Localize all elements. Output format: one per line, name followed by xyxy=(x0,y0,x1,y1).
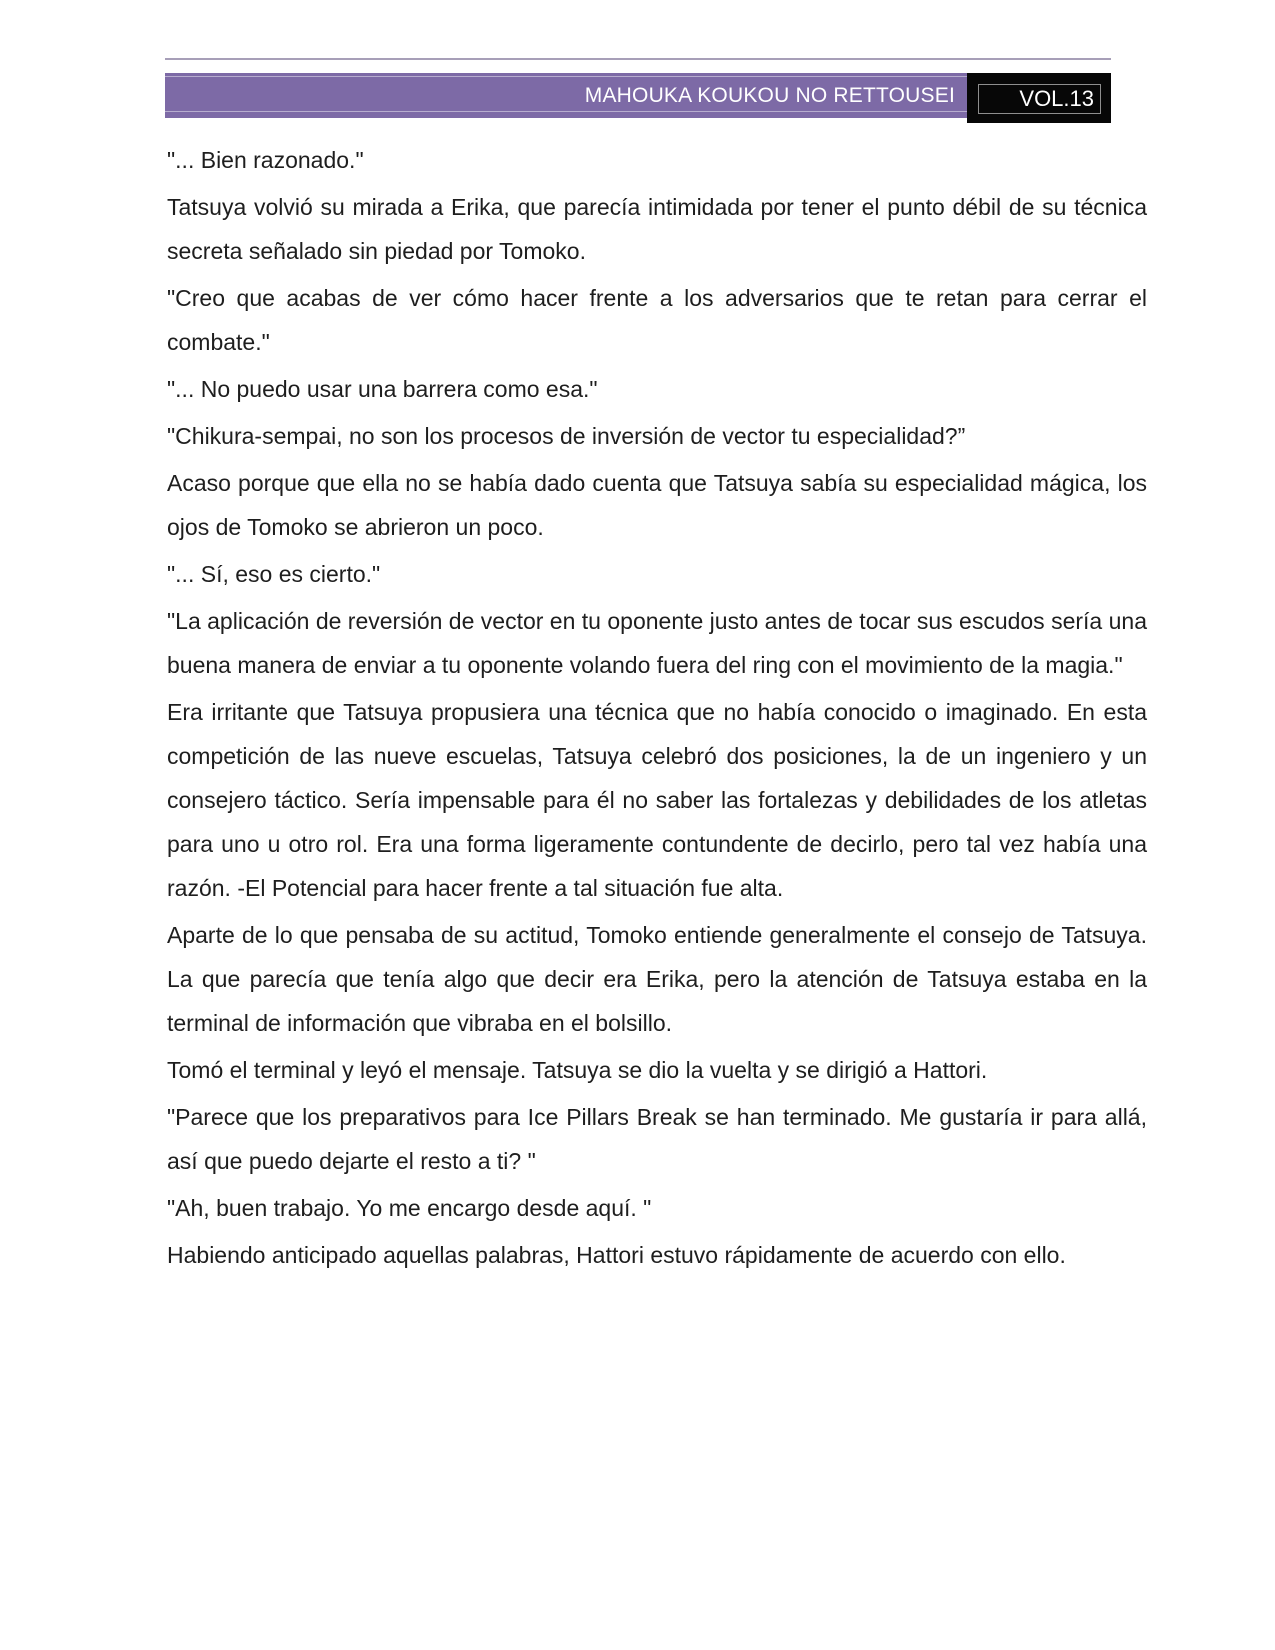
paragraph: "Ah, buen trabajo. Yo me encargo desde aquí. " xyxy=(167,1195,652,1221)
header-top-rule xyxy=(165,58,1111,60)
paragraph: "Creo que acabas de ver cómo hacer frente a los adversarios que te retan para cerrar el combate." xyxy=(167,285,1147,355)
document-text xyxy=(167,138,1147,1280)
paragraph: "Chikura-sempai, no son los procesos de inversión de vector tu especialidad?” xyxy=(167,423,966,449)
paragraph: Tatsuya volvió su mirada a Erika, que parecía intimidada por tener el punto débil de su técnica secreta señalado sin piedad por Tomoko. xyxy=(167,194,1147,264)
header-bar xyxy=(165,73,967,118)
paragraph: "Parece que los preparativos para Ice Pillars Break se han terminado. Me gustaría ir para allá, así que puedo dejarte el resto a ti? " xyxy=(167,1104,1147,1174)
volume-label: VOL.13 xyxy=(978,84,1101,114)
paragraph: "La aplicación de reversión de vector en tu oponente justo antes de tocar sus escudos sería una buena manera de enviar a tu oponente volando fuera del ring con el movimiento de la magia." xyxy=(167,608,1147,678)
paragraph: "... Sí, eso es cierto." xyxy=(167,561,381,587)
paragraph: Tomó el terminal y leyó el mensaje. Tatsuya se dio la vuelta y se dirigió a Hattori. xyxy=(167,1057,988,1083)
paragraph: "... No puedo usar una barrera como esa." xyxy=(167,376,598,402)
paragraph: "... Bien razonado." xyxy=(167,147,364,173)
volume-box xyxy=(967,73,1111,123)
paragraph: Habiendo anticipado aquellas palabras, Hattori estuvo rápidamente de acuerdo con ello. xyxy=(167,1242,1066,1268)
paragraph: Aparte de lo que pensaba de su actitud, Tomoko entiende generalmente el consejo de Tatsuya. La que parecía que tenía algo que decir era Erika, pero la atención de Tatsuya estaba en la terminal de información que vibraba en el bolsillo. xyxy=(167,922,1147,1036)
header-title: MAHOUKA KOUKOU NO RETTOUSEI xyxy=(584,83,955,107)
paragraph: Acaso porque que ella no se había dado cuenta que Tatsuya sabía su especialidad mágica, los ojos de Tomoko se abrieron un poco. xyxy=(167,470,1147,540)
paragraph: Era irritante que Tatsuya propusiera una técnica que no había conocido o imaginado. En esta competición de las nueve escuelas, Tatsuya celebró dos posiciones, la de un ingeniero y un consejero táctico. Sería impensable para él no saber las fortalezas y debilidades de los atletas para uno u otro rol. Era una forma ligeramente contundente de decirlo, pero tal vez había una razón. -El Potencial para hacer frente a tal situación fue alta. xyxy=(167,699,1147,901)
